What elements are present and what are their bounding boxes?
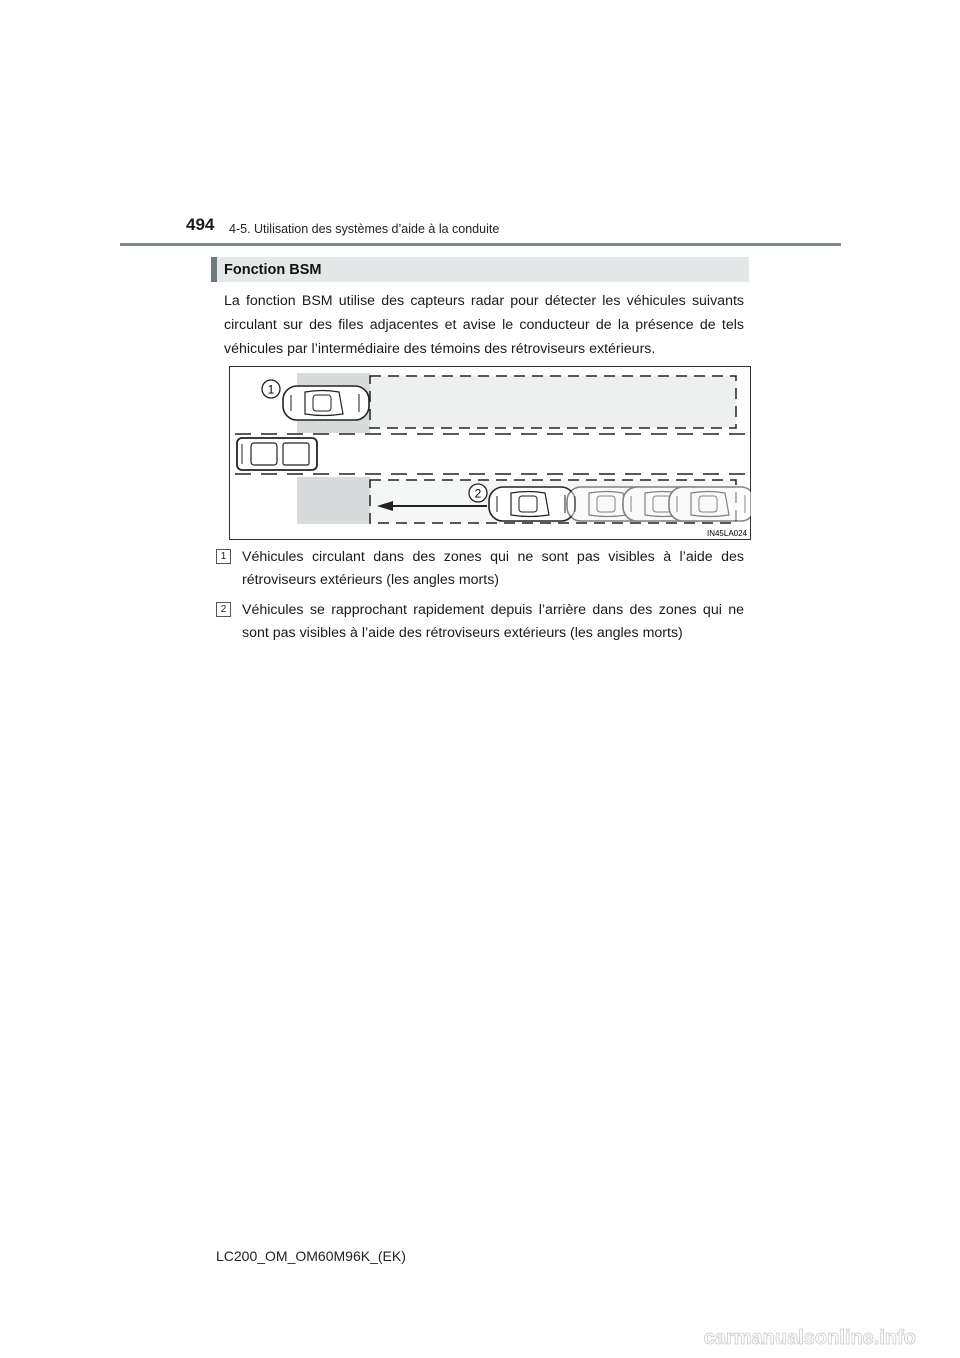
- list-item: [216, 546, 744, 591]
- blind-spot-zone-lower: [297, 477, 370, 524]
- vehicle-blind-spot: [283, 386, 369, 420]
- watermark: [653, 1327, 918, 1348]
- vehicle-approaching: [489, 487, 575, 521]
- detection-area-upper: [370, 376, 736, 428]
- section-heading: Fonction BSM: [224, 262, 322, 278]
- section-title: 4-5. Utilisation des systèmes d’aide à la conduite: [229, 222, 500, 236]
- own-vehicle: [237, 438, 317, 470]
- watermark-text: carmanualsonline.info: [703, 1327, 916, 1348]
- callout-list: [216, 546, 744, 652]
- list-item: [216, 599, 744, 644]
- bsm-diagram: [229, 366, 751, 540]
- intro-paragraph: La fonction BSM utilise des capteurs radar pour détecter les véhicules suivants circulant sur des files adjacentes et avise le conducteur de la présence de tels véhicules par l’intermédiaire des témoins des rétroviseurs extérieurs.: [224, 293, 744, 357]
- callout-text-2: Véhicules se rapprochant rapidement depuis l’arrière dans des zones qui ne sont pas visibles à l’aide des rétroviseurs extérieurs (les angles morts): [242, 602, 744, 641]
- vehicle-approaching-trail: [567, 487, 751, 521]
- callout-text-1: Véhicules circulant dans des zones qui ne sont pas visibles à l’aide des rétroviseurs extérieurs (les angles morts): [242, 549, 744, 588]
- page-number: 494: [186, 215, 215, 234]
- callout-marker-2-label: 2: [474, 486, 482, 501]
- header-rule: [120, 243, 841, 246]
- callout-marker-1-label: 1: [267, 382, 275, 397]
- callout-badge-2: 2: [216, 602, 231, 617]
- footer-document-code: LC200_OM_OM60M96K_(EK): [216, 1248, 406, 1264]
- figure-code: IN45LA024: [706, 529, 747, 538]
- callout-badge-1: 1: [216, 549, 231, 564]
